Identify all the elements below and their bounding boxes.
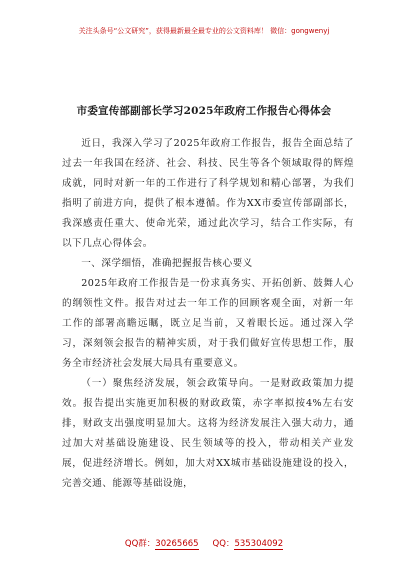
paragraph-intro: 近日，我深入学习了2025年政府工作报告，报告全面总结了过去一年我国在经济、社会、科技、民生等各个领域取得的辉煌成就，同时对新一年的工作进行了科学规划和精心部署，为我们指明了前进方向，提供了根本遵循。作为XX市委宣传部副部长，我深感责任重大、使命光荣，通过此次学习，结合工作实际，有以下几点心得体会。 [62,138,354,249]
section-heading-1: 一、深学细悟，准确把握报告核心要义 [81,258,253,269]
document-body [62,134,354,494]
qq-group-number: 30265665 [155,539,199,549]
header-banner: 关注头条号“公文研究”，获得最新最全最专业的公文资料库！ 微信：gongwenyj [78,27,330,35]
paragraph-section-1: 2025年政府工作报告是一份求真务实、开拓创新、鼓舞人心的纲领性文件。报告对过去一年工作的回顾客观全面，对新一年工作的部署高瞻远瞩，既立足当前，又着眼长远。通过深入学习，深刻领会报告的精神实质，对于我们做好宣传思想工作，服务全市经济社会发展大局具有重要意义。 [62,278,354,369]
document-title: 市委宣传部副部长学习2025年政府工作报告心得体会 [76,105,332,117]
footer-contact [0,539,408,550]
qq-number: 535304092 [234,539,284,549]
qq-group-label: QQ群： [124,539,156,549]
paragraph-subsection-1: （一）聚焦经济发展，领会政策导向。一是财政政策加力提效。报告提出实施更加积极的财政政策，赤字率拟按4%左右安排，财政支出强度明显加大。这将为经济发展注入强大动力，通过加大对基础设施建设、民生领域等的投入，带动相关产业发展，促进经济增长。例如，加大对XX城市基础设施建设的投入，完善交通、能源等基础设施， [62,378,354,489]
qq-label: QQ： [212,539,235,549]
